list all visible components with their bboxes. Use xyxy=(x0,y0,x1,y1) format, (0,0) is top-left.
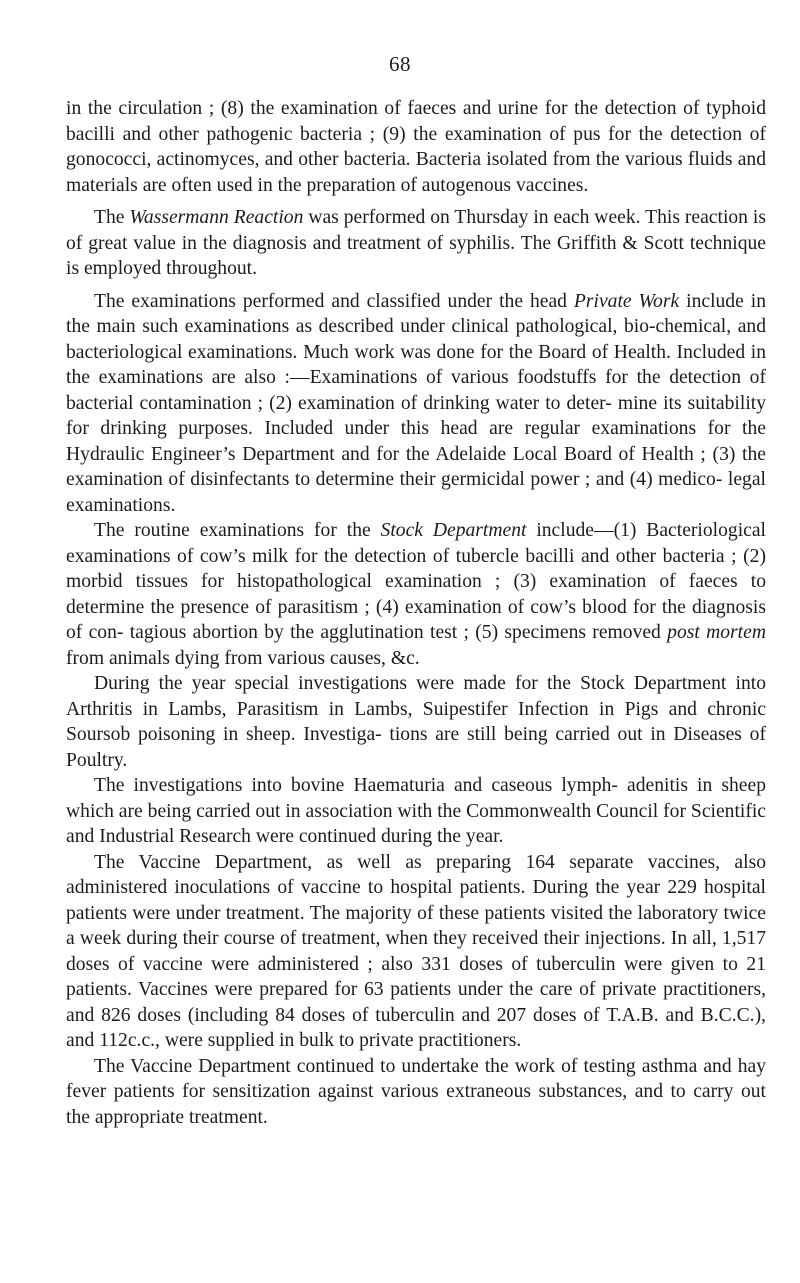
paragraph-stock-department xyxy=(66,518,766,671)
paragraph-haematuria xyxy=(66,773,766,850)
paragraph-private-work xyxy=(66,289,766,519)
paragraph-text: During the year special investigations were made for the Stock Department into Arthritis in Lambs, Parasitism in Lambs, Suipestifer Infection in Pigs and chronic Soursob poisoning in sheep. Investiga- tions are still being carried out in Diseases of Poultry. xyxy=(66,673,766,771)
paragraph-continuation xyxy=(66,96,766,198)
paragraph-vaccine-department xyxy=(66,850,766,1054)
page-number: 68 xyxy=(389,52,411,76)
paragraph-text: was performed on Thursday in each week. This reaction is of great value in the diagnosis and treatment of syphilis. The Griffith & Scott technique is employed throughout. xyxy=(66,207,766,279)
italic-term: Stock Department xyxy=(380,520,527,541)
paragraph-text: include—(1) Bacteriological examinations of cow’s milk for the detection of tubercle bacilli and other bacteria ; (2) morbid tissues for histopathological examination ; (3) examination of faeces to determine the presence of parasitism ; (4) examination of cow’s blood for the diagnosis of con- tagious abortion by the agglutination test ; (5) specimens removed xyxy=(66,520,766,643)
paragraph-text: from animals dying from various causes, &c. xyxy=(66,647,420,669)
paragraph-text: in the circulation ; (8) the examination of faeces and urine for the detection of typhoid bacilli and other pathogenic bacteria ; (9) the examination of pus for the detection of gonococci, actinomyces, and other bacteria. Bacteria isolated from the various fluids and materials are often used in the preparation of autogenous vaccines. xyxy=(66,98,766,196)
italic-term: Private Work xyxy=(573,290,680,312)
paragraph-wassermann xyxy=(66,205,766,282)
paragraph-asthma-testing xyxy=(66,1054,766,1131)
body-text xyxy=(66,96,766,1130)
paragraph-text: The investigations into bovine Haematuria and caseous lymph- adenitis in sheep which are being carried out in association with the Commonwealth Council for Scientific and Industrial Research were continued during the year. xyxy=(66,775,766,847)
paragraph-text: The examinations performed and classified under the head xyxy=(94,290,574,312)
paragraph-text: include in the main such examinations as described under clinical pathological, bio-chemical, and bacteriological examinations. Much work was done for the Board of Health. Included in the examinations are also :—Examinations of various foodstuffs for the detection of bacterial contamination ; (2) examination of drinking water to deter- mine its suitability for drinking purposes. Included under this head are regular examinations for the Hydraulic Engineer’s Department and for the Adelaide Local Board of Health ; (3) the examination of disinfectants to determine their germicidal power ; and (4) medico- legal examinations. xyxy=(66,290,766,516)
paragraph-text: The xyxy=(94,207,130,228)
italic-term: Wassermann Reaction xyxy=(129,207,304,228)
italic-term: post mortem xyxy=(667,622,766,643)
paragraph-text: The routine examinations for the xyxy=(94,520,381,541)
paragraph-special-investigations xyxy=(66,671,766,773)
paragraph-text: The Vaccine Department, as well as preparing 164 separate vaccines, also administered inoculations of vaccine to hospital patients. During the year 229 hospital patients were under treatment. The majority of these patients visited the laboratory twice a week during their course of treatment, when they received their injections. In all, 1,517 doses of vaccine were administered ; also 331 doses of tuberculin were given to 21 patients. Vaccines were prepared for 63 patients under the care of private practitioners, and 826 doses (including 84 doses of tuberculin and 207 doses of T.A.B. and B.C.C.), and 112c.c., were supplied in bulk to private practitioners. xyxy=(66,851,766,1051)
paragraph-text: The Vaccine Department continued to undertake the work of testing asthma and hay fever patients for sensitization against various extraneous substances, and to carry out the appropriate treatment. xyxy=(66,1055,766,1128)
